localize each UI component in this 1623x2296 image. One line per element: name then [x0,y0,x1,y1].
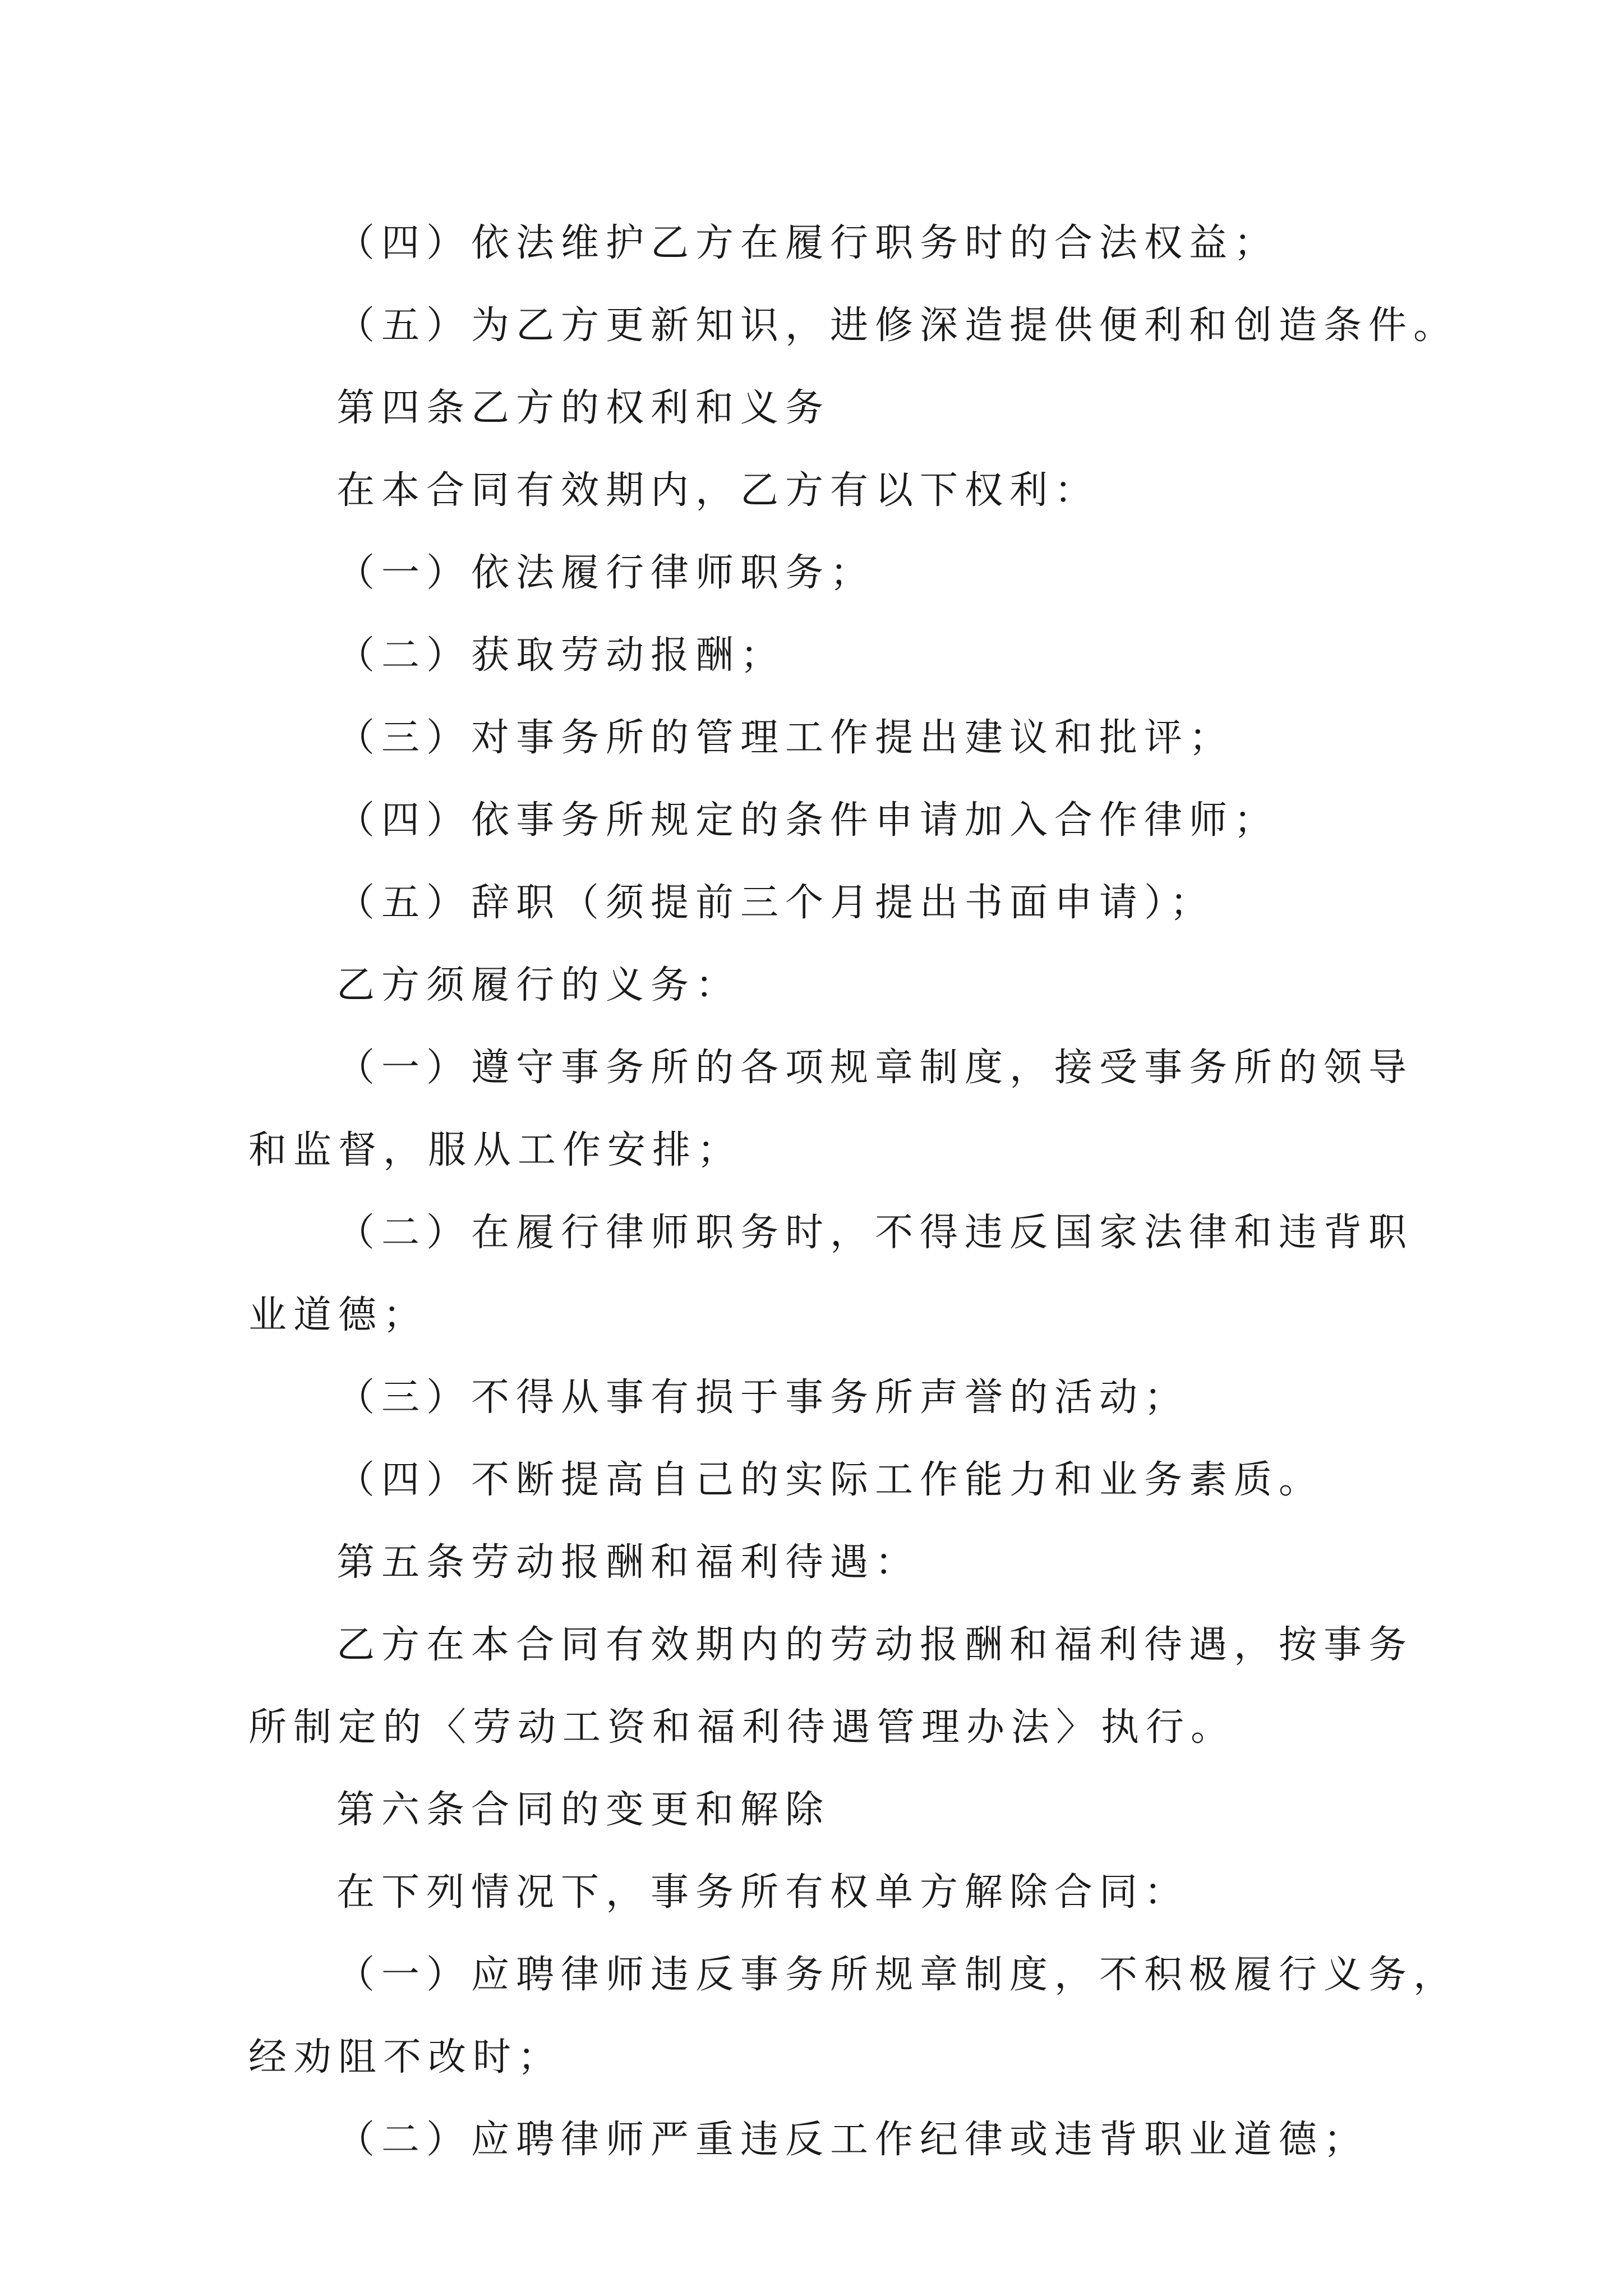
paragraph-line: （二）在履行律师职务时，不得违反国家法律和违背职 [336,1211,1414,1255]
paragraph-line: 所制定的〈劳动工资和福利待遇管理办法〉执行。 [248,1705,1236,1750]
paragraph-line: （四）依事务所规定的条件申请加入合作律师； [336,798,1279,843]
paragraph-line: 乙方须履行的义务： [336,963,741,1007]
paragraph-line: 业道德； [248,1293,428,1337]
paragraph-line: （三）对事务所的管理工作提出建议和批评； [336,716,1234,760]
paragraph-line: （五）为乙方更新知识，进修深造提供便利和创造条件。 [336,303,1459,348]
paragraph-line: （四）依法维护乙方在履行职务时的合法权益； [336,221,1279,265]
paragraph-line: 乙方在本合同有效期内的劳动报酬和福利待遇，按事务 [336,1623,1414,1667]
paragraph-line: （一）依法履行律师职务； [336,551,875,595]
document-body [248,202,1459,2181]
section-heading: 第六条合同的变更和解除 [336,1788,831,1832]
paragraph-line: 在本合同有效期内，乙方有以下权利： [336,468,1100,513]
section-heading: 第四条乙方的权利和义务 [336,386,831,430]
section-heading: 第五条劳动报酬和福利待遇： [336,1540,920,1585]
paragraph-line: （二）获取劳动报酬； [336,633,786,678]
paragraph-line: （四）不断提高自己的实际工作能力和业务素质。 [336,1458,1324,1502]
paragraph-line: 经劝阻不改时； [248,2035,563,2079]
paragraph-line: （二）应聘律师严重违反工作纪律或违背职业道德； [336,2118,1369,2162]
paragraph-line: 和监督，服从工作安排； [248,1128,743,1172]
paragraph-line: （一）遵守事务所的各项规章制度，接受事务所的领导 [336,1046,1414,1090]
paragraph-line: （五）辞职（须提前三个月提出书面申请）； [336,881,1215,925]
paragraph-line: （三）不得从事有损于事务所声誉的活动； [336,1375,1189,1420]
paragraph-line: （一）应聘律师违反事务所规章制度，不积极履行义务， [336,1953,1459,1997]
paragraph-line: 在下列情况下，事务所有权单方解除合同： [336,1870,1189,1915]
